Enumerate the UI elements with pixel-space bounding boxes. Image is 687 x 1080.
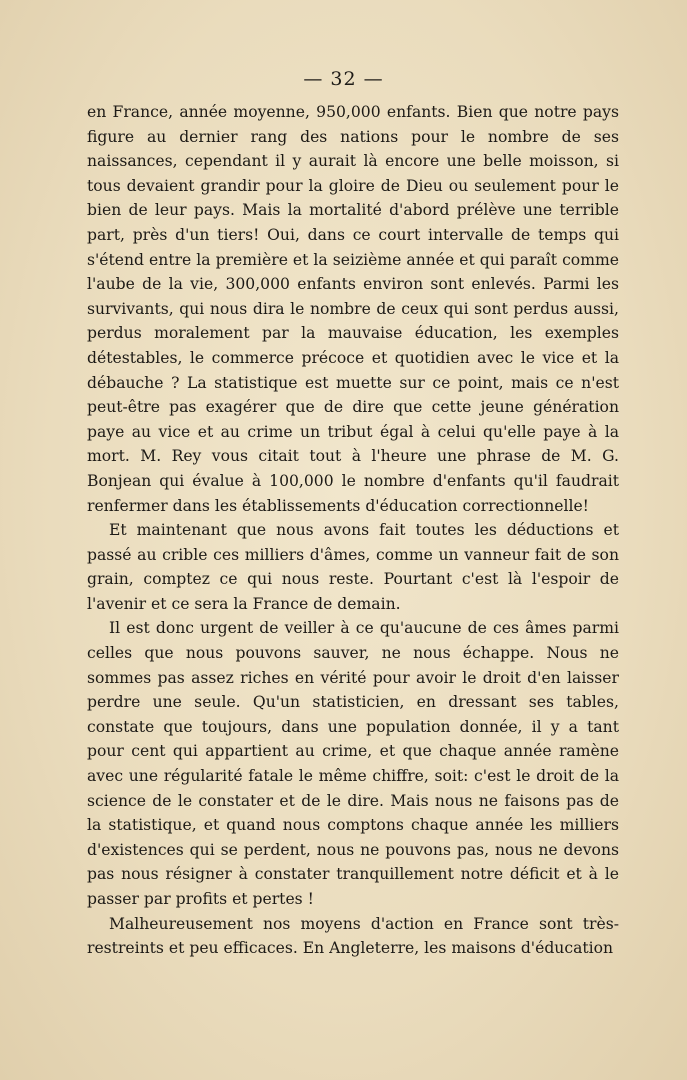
paragraph-4: Malheureusement nos moyens d'action en France sont très-restreints et peu efficaces. En Angleterre, les maisons d'éducation xyxy=(87,914,619,958)
page-body xyxy=(87,100,619,961)
paragraph-1: en France, année moyenne, 950,000 enfants. Bien que notre pays figure au dernier rang des nations pour le nombre de ses naissances, cependant il y aurait là encore une belle moisson, si tous devaient grandir pour la gloire de Dieu ou seulement pour le bien de leur pays. Mais la mortalité d'abord prélève une terrible part, près d'un tiers! Oui, dans ce court intervalle de temps qui s'étend entre la première et la seizième année et qui paraît comme l'aube de la vie, 300,000 enfants environ sont enlevés. Parmi les survivants, qui nous dira le nombre de ceux qui sont perdus aussi, perdus moralement par la mauvaise éducation, les exemples détestables, le commerce précoce et quotidien avec le vice et la débauche ? La statistique est muette sur ce point, mais ce n'est peut-être pas exagérer que de dire que cette jeune génération paye au vice et au crime un tribut égal à celui qu'elle paye à la mort. M. Rey vous citait tout à l'heure une phrase de M. G. Bonjean qui évalue à 100,000 le nombre d'enfants qu'il faudrait renfermer dans les établissements d'éducation correctionnelle! xyxy=(87,103,619,515)
paragraph-3: Il est donc urgent de veiller à ce qu'aucune de ces âmes parmi celles que nous pouvons sauver, ne nous échappe. Nous ne sommes pas assez riches en vérité pour avoir le droit d'en laisser perdre une seule. Qu'un statisticien, en dressant ses tables, constate que toujours, dans une population donnée, il y a tant pour cent qui appartient au crime, et que chaque année ramène avec une régularité fatale le même chiffre, soit: c'est le droit de la science de le constater et de le dire. Mais nous ne faisons pas de la statistique, et quand nous comptons chaque année les milliers d'existences qui se perdent, nous ne pouvons pas, nous ne devons pas nous résigner à constater tranquillement notre déficit et à le passer par profits et pertes ! xyxy=(87,619,619,908)
page-number: — 32 — xyxy=(303,68,384,90)
paragraph-2: Et maintenant que nous avons fait toutes les déductions et passé au crible ces milliers d'âmes, comme un vanneur fait de son grain, comptez ce qui nous reste. Pourtant c'est là l'espoir de l'avenir et ce sera la France de demain. xyxy=(87,521,619,613)
